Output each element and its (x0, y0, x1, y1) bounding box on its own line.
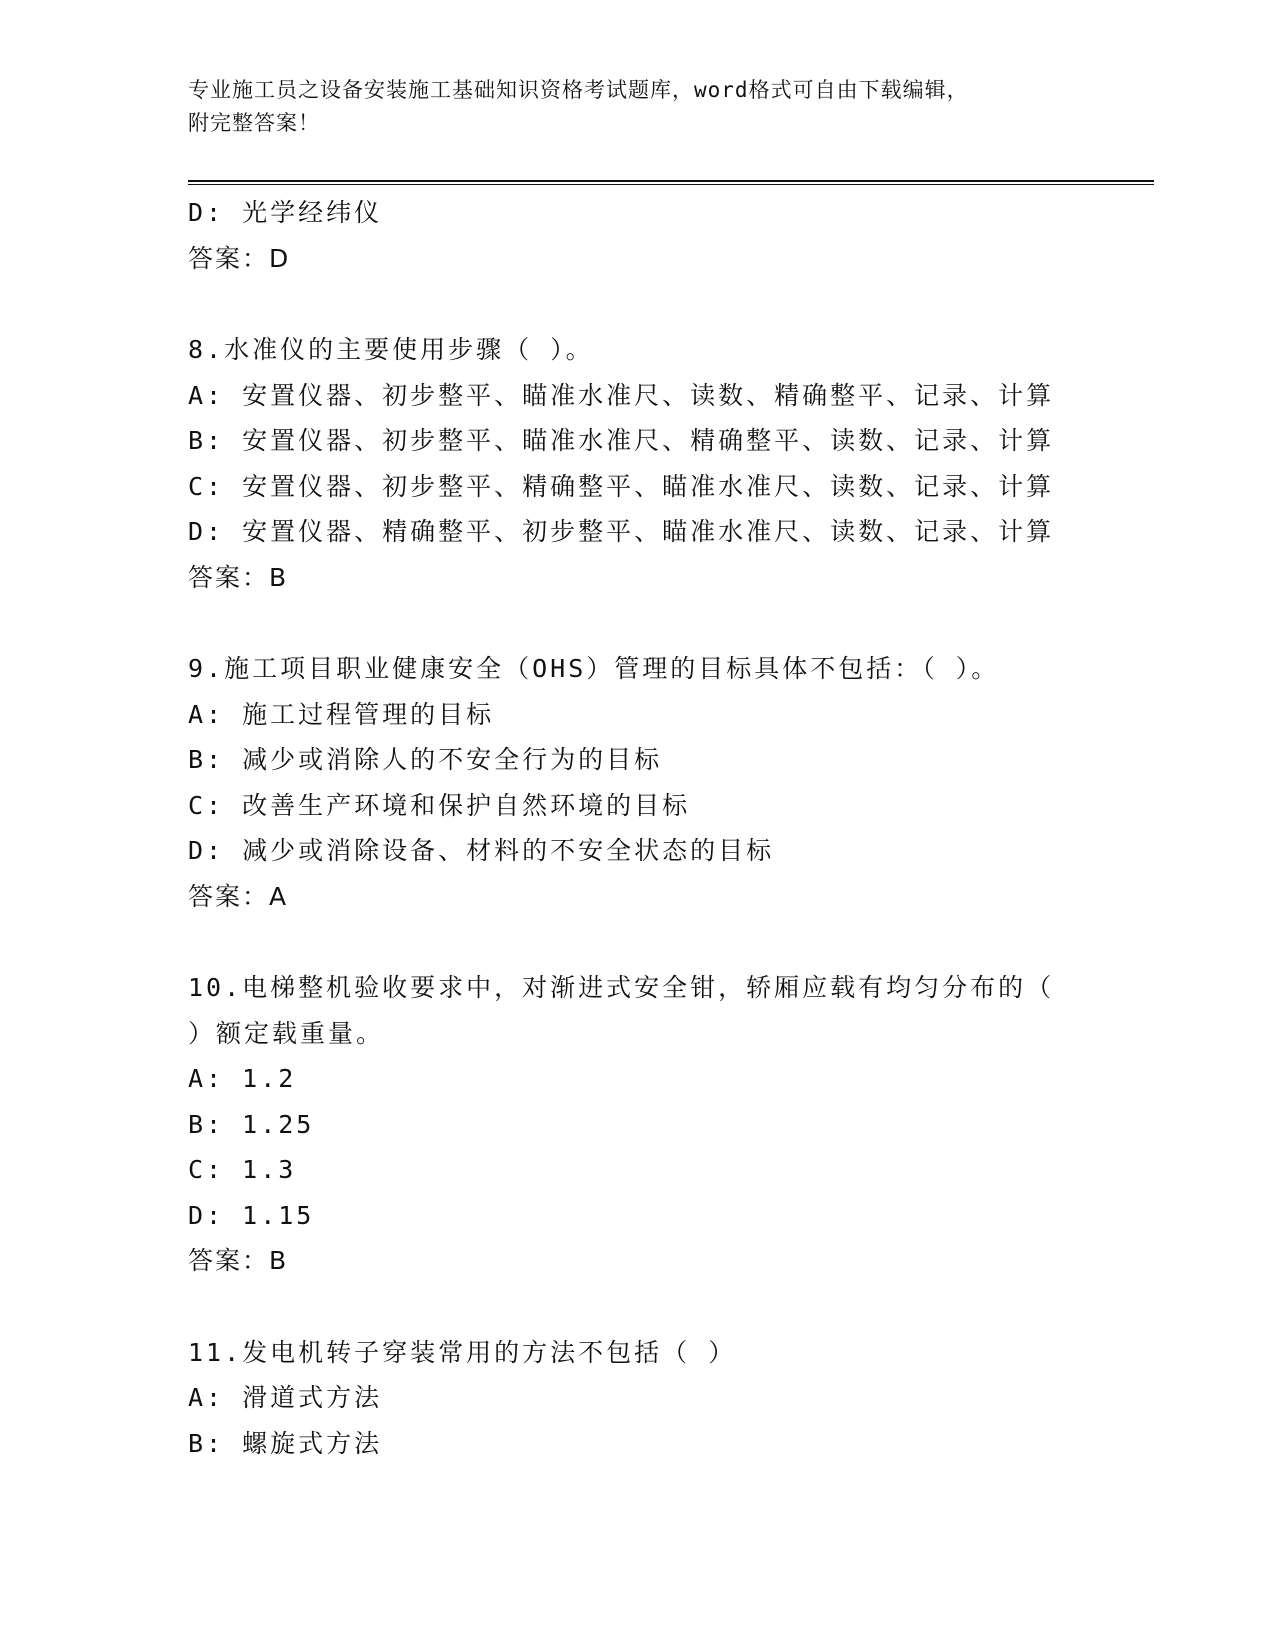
header-line-2: 附完整答案！ (188, 111, 320, 135)
answer-line: 答案：B (188, 1246, 289, 1275)
header-line-1: 专业施工员之设备安装施工基础知识资格考试题库，word格式可自由下载编辑， (188, 78, 969, 102)
answer-line: 答案：B (188, 562, 289, 592)
option-c: C: 安置仪器、初步整平、精确整平、瞄准水准尺、读数、记录、计算 (188, 471, 1055, 501)
option-b: B: 1.25 (188, 1109, 315, 1139)
spacer (188, 600, 1148, 646)
question-stem: 8.水准仪的主要使用步骤（ ）。 (188, 335, 594, 364)
option-a: A: 施工过程管理的目标 (188, 699, 495, 729)
question-stem: 9.施工项目职业健康安全（OHS）管理的目标具体不包括：（ ）。 (188, 654, 1000, 683)
option-c: C: 1.3 (188, 1155, 297, 1184)
spacer (188, 281, 1148, 327)
option-d: D: 减少或消除设备、材料的不安全状态的目标 (188, 836, 775, 865)
document-header (188, 74, 1088, 140)
option-d: D: 安置仪器、精确整平、初步整平、瞄准水准尺、读数、记录、计算 (188, 517, 1055, 546)
header-divider-thick (188, 180, 1154, 182)
option-a: A: 安置仪器、初步整平、瞄准水准尺、读数、精确整平、记录、计算 (188, 380, 1055, 410)
option-d: D: 光学经纬仪 (188, 198, 383, 227)
option-a: A: 滑道式方法 (188, 1383, 383, 1412)
option-a: A: 1.2 (188, 1064, 297, 1093)
spacer (188, 919, 1148, 965)
document-body (188, 190, 1148, 1466)
answer-line: 答案：A (188, 881, 289, 911)
option-d: D: 1.15 (188, 1200, 315, 1230)
previous-question-tail (188, 190, 1148, 281)
spacer (188, 1284, 1148, 1330)
option-b: B: 安置仪器、初步整平、瞄准水准尺、精确整平、读数、记录、计算 (188, 426, 1055, 455)
option-b: B: 减少或消除人的不安全行为的目标 (188, 745, 663, 774)
question-11 (188, 1330, 1148, 1467)
question-9 (188, 646, 1148, 919)
question-stem: 11.发电机转子穿装常用的方法不包括（ ） (188, 1337, 737, 1367)
answer-line: 答案：D (188, 243, 291, 273)
question-10 (188, 965, 1148, 1284)
question-8 (188, 327, 1148, 600)
question-stem-line-2: ）额定载重量。 (188, 1018, 385, 1048)
option-c: C: 改善生产环境和保护自然环境的目标 (188, 790, 691, 820)
question-stem-line-1: 10.电梯整机验收要求中，对渐进式安全钳，轿厢应载有均匀分布的（ (188, 973, 1055, 1002)
option-b: B: 螺旋式方法 (188, 1428, 383, 1458)
header-divider-thin (188, 184, 1154, 185)
